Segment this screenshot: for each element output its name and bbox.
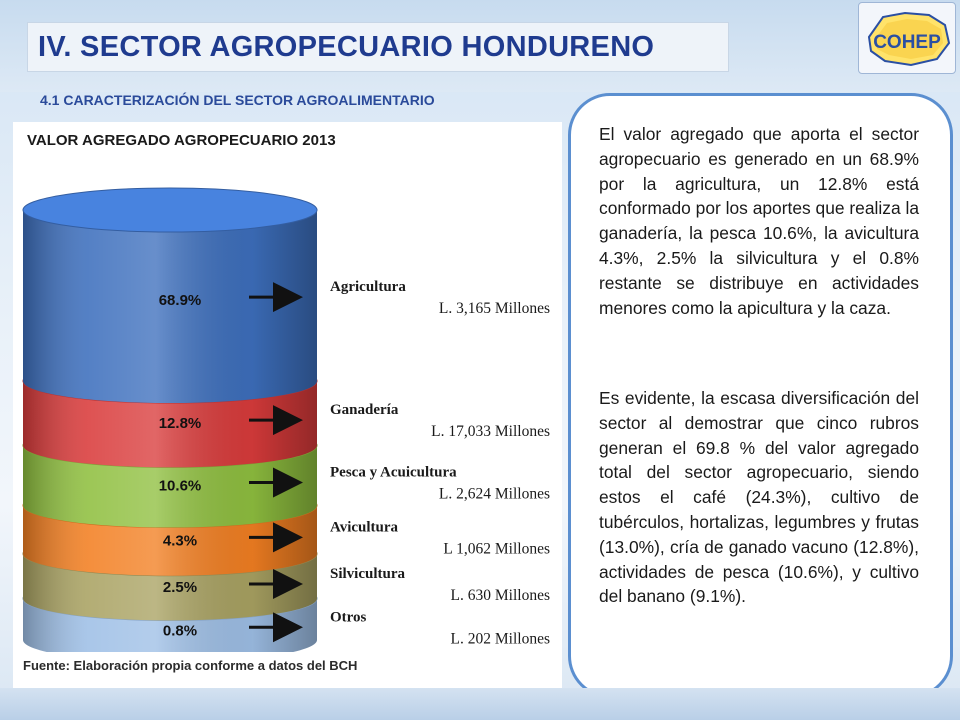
category-label-6: Otros <box>330 609 367 626</box>
pct-label-6: 0.8% <box>162 622 198 640</box>
paragraph-2: Es evidente, la escasa diversificación del sector al demostrar que cinco rubros generan el 69.8 % del valor agregado total del sector agropecuario, siendo estos el café (24.3%), cultivo de tubérculos, hortalizas, legumbres y frutas (13.0%), cría de ganado vacuno (12.8%), actividades de pesca (10.6%), y cultivo del banano (9.1%). <box>599 388 919 607</box>
stacked-cylinder-chart <box>13 122 562 652</box>
chart-panel <box>13 122 562 688</box>
category-label-5: Silvicultura <box>330 565 406 582</box>
segment-cap <box>23 188 317 232</box>
pct-label-1: 68.9% <box>158 292 202 310</box>
amount-label-4: L 1,062 Millones <box>443 540 550 558</box>
slide-title: IV. SECTOR AGROPECUARIO HONDURENO <box>38 30 655 63</box>
logo-text: COHEP <box>873 32 941 53</box>
category-label-3: Pesca y Acuicultura <box>330 464 457 481</box>
pct-label-5: 2.5% <box>162 578 198 596</box>
section-subtitle: 4.1 CARACTERIZACIÓN DEL SECTOR AGROALIMENTARIO <box>40 92 435 108</box>
category-label-1: Agricultura <box>330 279 406 296</box>
cohep-logo <box>858 2 956 74</box>
paragraph-1: El valor agregado que aporta el sector agropecuario es generado en un 68.9% por la agricultura, un 12.8% está conformado por los aportes que realiza la ganadería, la pesca 10.6%, la avicultura 4.3%, 2.5% la silvicultura y el 0.8% restante se distribuye en actividades menores como la apicultura y la caza. <box>599 124 919 318</box>
amount-label-5: L. 630 Millones <box>450 586 550 604</box>
pct-label-2: 12.8% <box>158 415 202 433</box>
cohep-logo-graphic <box>859 3 955 73</box>
amount-label-3: L. 2,624 Millones <box>438 485 550 503</box>
chart-source: Fuente: Elaboración propia conforme a datos del BCH <box>23 658 358 673</box>
text-panel <box>568 93 953 698</box>
category-label-4: Avicultura <box>330 519 399 536</box>
chart-title: VALOR AGREGADO AGROPECUARIO 2013 <box>27 132 336 149</box>
amount-label-1: L. 3,165 Millones <box>438 300 550 318</box>
pct-label-4: 4.3% <box>162 532 198 550</box>
category-label-2: Ganadería <box>330 402 399 419</box>
pct-label-3: 10.6% <box>158 477 202 495</box>
amount-label-2: L. 17,033 Millones <box>431 423 550 441</box>
amount-label-6: L. 202 Millones <box>450 630 550 648</box>
title-box <box>27 22 729 72</box>
footer-band <box>0 688 960 720</box>
